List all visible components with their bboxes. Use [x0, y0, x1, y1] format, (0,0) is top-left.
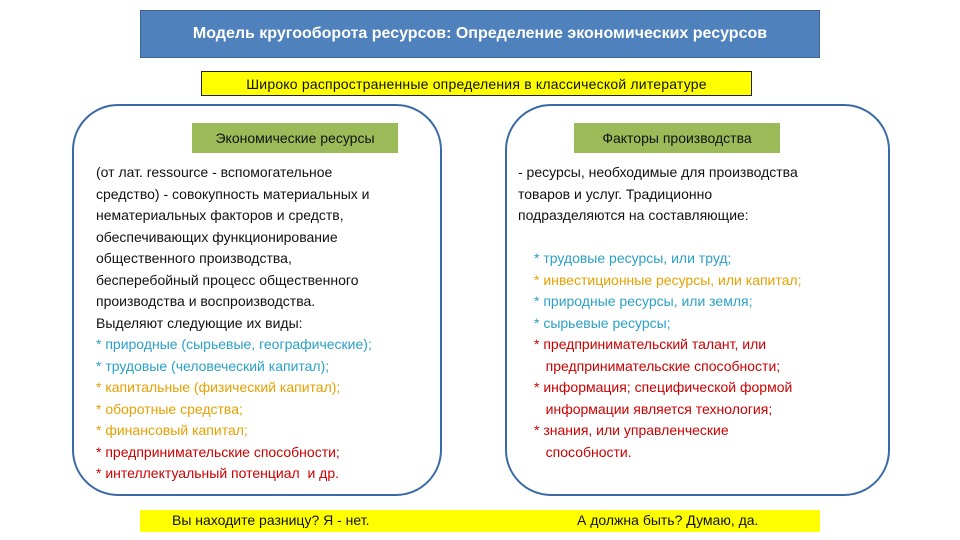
intro-line: подразделяются на составляющие: — [518, 207, 749, 223]
economic-resources-panel — [72, 104, 442, 496]
production-factors-heading — [574, 123, 780, 153]
list-item: * трудовые ресурсы, или труд; — [534, 250, 732, 266]
list-item: * знания, или управленческие — [534, 422, 729, 438]
list-item: * капитальные (физический капитал); — [96, 379, 341, 395]
intro-line: - ресурсы, необходимые для производства — [518, 164, 798, 180]
production-factors-intro — [518, 162, 798, 227]
intro-line: обеспечивающих функционирование — [96, 228, 338, 245]
list-item: * оборотные средства; — [96, 400, 243, 417]
list-item: предпринимательские способности; — [534, 357, 781, 374]
list-item: * финансовый капитал; — [96, 422, 248, 438]
page-title: Модель кругооборота ресурсов: Определение экономических ресурсов — [192, 25, 768, 42]
intro-line: товаров и услуг. Традиционно — [518, 185, 713, 202]
intro-line: средство) - совокупность материальных и — [96, 185, 370, 202]
production-factors-panel — [505, 104, 890, 496]
list-item: * природные ресурсы, или земля; — [534, 293, 753, 309]
footer-bar — [140, 510, 820, 532]
list-item: * сырьевые ресурсы; — [534, 314, 671, 331]
footer-question: Вы находите разницу? Я - нет. — [172, 512, 370, 528]
economic-resources-heading — [192, 123, 398, 153]
intro-line: бесперебойный процесс общественного — [96, 271, 359, 288]
list-item: * предпринимательский талант, или — [534, 336, 767, 352]
list-item: * интеллектуальный потенциал и др. — [96, 465, 339, 481]
list-item: * предпринимательские способности; — [96, 443, 340, 460]
footer-answer: А должна быть? Думаю, да. — [577, 512, 759, 528]
list-item: * информация; специфической формой — [534, 379, 793, 395]
panel-heading-text: Факторы производства — [602, 130, 752, 146]
intro-line: (от лат. ressource - вспомогательное — [96, 164, 333, 180]
subtitle-banner — [201, 71, 752, 96]
list-item: способности. — [534, 443, 632, 460]
list-item: * трудовые (человеческий капитал); — [96, 357, 330, 374]
panel-heading-text: Экономические ресурсы — [215, 130, 375, 146]
list-item: информации является технология; — [534, 400, 773, 417]
subtitle-text: Широко распространенные определения в классической литературе — [246, 75, 707, 92]
intro-line: общественного производства, — [96, 250, 292, 266]
intro-line: нематериальных факторов и средств, — [96, 207, 344, 223]
intro-line: Выделяют следующие их виды: — [96, 314, 303, 331]
production-factors-list — [534, 248, 801, 463]
intro-line: производства и воспроизводства. — [96, 293, 316, 309]
list-item: * природные (сырьевые, географические); — [96, 336, 372, 352]
list-item: * инвестиционные ресурсы, или капитал; — [534, 271, 802, 288]
title-banner — [140, 10, 820, 58]
economic-resources-text — [96, 162, 372, 485]
